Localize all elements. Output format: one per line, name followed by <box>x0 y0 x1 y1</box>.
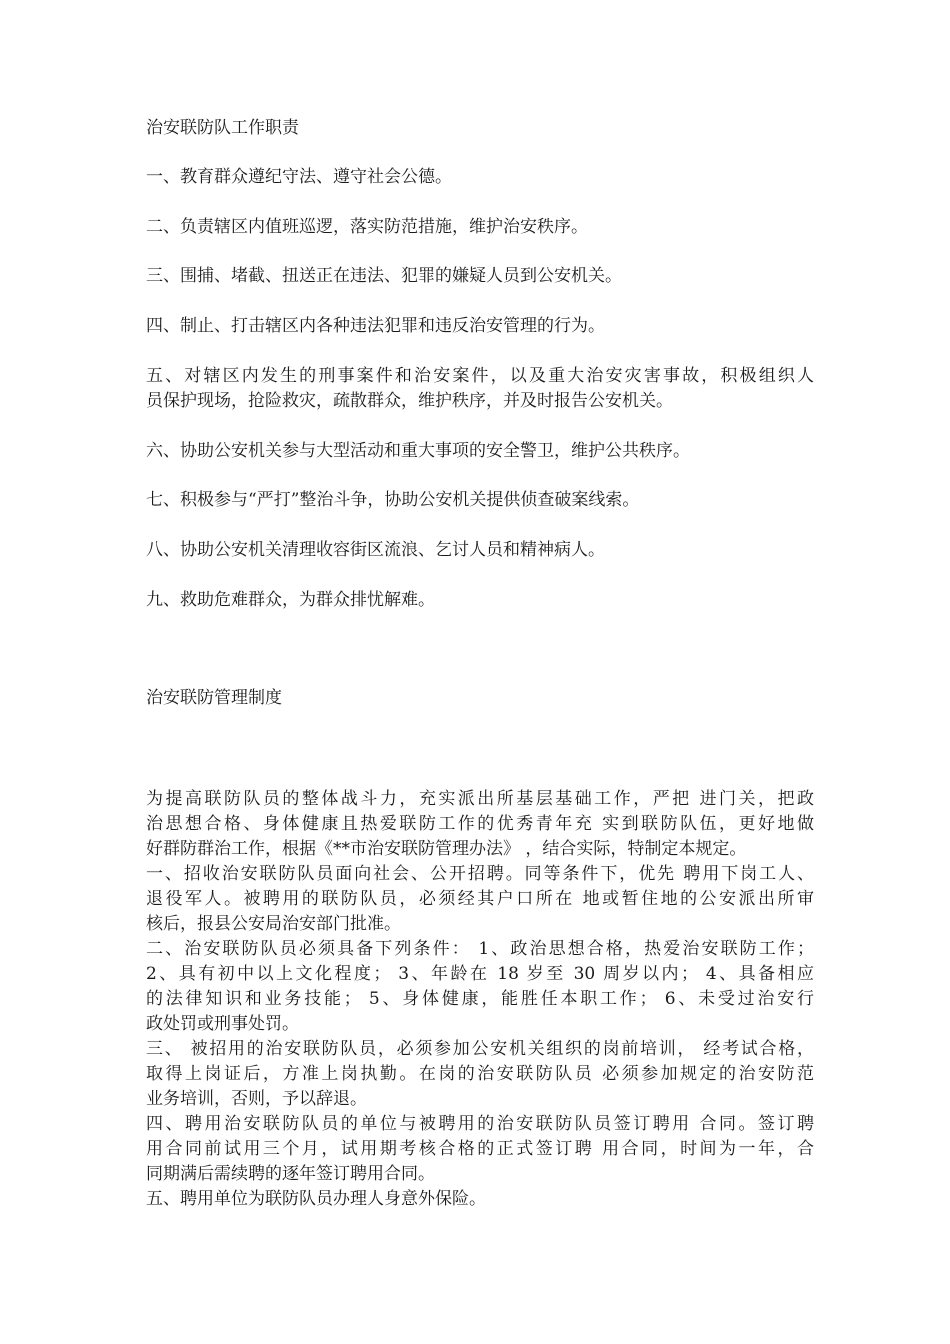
regulation-body <box>146 787 814 1212</box>
body-line: 一、招收治安联防队员面向社会、公开招聘。同等条件下，优先 聘用下岗工人、 <box>146 864 814 884</box>
body-line: 用合同前试用三个月，试用期考核合格的正式签订聘 用合同，时间为一年，合 <box>146 1139 814 1159</box>
body-line: 五、聘用单位为联防队员办理人身意外保险。 <box>146 1189 486 1209</box>
duty-item-4: 四、制止、打击辖区内各种违法犯罪和违反治安管理的行为。 <box>146 316 605 336</box>
duty-item-5-line-1: 五、对辖区内发生的刑事案件和治安案件，以及重大治安灾害事故，积极组织人 <box>146 366 814 386</box>
duty-item-3: 三、围捕、堵截、扭送正在违法、犯罪的嫌疑人员到公安机关。 <box>146 266 622 286</box>
body-line: 三、 被招用的治安联防队员，必须参加公安机关组织的岗前培训， 经考试合格， <box>146 1039 814 1059</box>
section2-title: 治安联防管理制度 <box>146 688 282 708</box>
body-line: 为提高联防队员的整体战斗力，充实派出所基层基础工作，严把 进门关，把政 <box>146 789 814 809</box>
duty-item-6: 六、协助公安机关参与大型活动和重大事项的安全警卫，维护公共秩序。 <box>146 441 690 461</box>
duty-item-5-line-2: 员保护现场，抢险救灾，疏散群众，维护秩序，并及时报告公安机关。 <box>146 391 673 411</box>
body-line: 核后，报县公安局治安部门批准。 <box>146 914 401 934</box>
duty-item-2: 二、负责辖区内值班巡逻，落实防范措施，维护治安秩序。 <box>146 217 588 237</box>
duty-item-7: 七、积极参与“严打”整治斗争，协助公安机关提供侦查破案线索。 <box>146 490 640 510</box>
duty-item-5 <box>146 364 814 414</box>
duty-item-1: 一、教育群众遵纪守法、遵守社会公德。 <box>146 167 452 187</box>
section1-title: 治安联防队工作职责 <box>146 118 299 138</box>
body-line: 治思想合格、身体健康且热爱联防工作的优秀青年充 实到联防队伍，更好地做 <box>146 814 814 834</box>
body-line: 好群防群治工作，根据《**市治安联防管理办法》 ，结合实际，特制定本规定。 <box>146 839 747 859</box>
body-line: 同期满后需续聘的逐年签订聘用合同。 <box>146 1164 435 1184</box>
body-line: 2、具有初中以上文化程度； 3、年龄在 18 岁至 30 周岁以内； 4、具备相应 <box>146 964 814 984</box>
body-line: 取得上岗证后，方准上岗执勤。在岗的治安联防队员 必须参加规定的治安防范 <box>146 1064 814 1084</box>
body-line: 的法律知识和业务技能； 5、身体健康，能胜任本职工作； 6、未受过治安行 <box>146 989 814 1009</box>
body-line: 四、聘用治安联防队员的单位与被聘用的治安联防队员签订聘用 合同。签订聘 <box>146 1114 814 1134</box>
duty-item-9: 九、救助危难群众，为群众排忧解难。 <box>146 590 435 610</box>
body-line: 二、治安联防队员必须具备下列条件： 1、政治思想合格，热爱治安联防工作； <box>146 939 814 959</box>
body-line: 退役军人。被聘用的联防队员，必须经其户口所在 地或暂住地的公安派出所审 <box>146 889 814 909</box>
body-line: 业务培训，否则，予以辞退。 <box>146 1089 367 1109</box>
duty-item-8: 八、协助公安机关清理收容街区流浪、乞讨人员和精神病人。 <box>146 540 605 560</box>
body-line: 政处罚或刑事处罚。 <box>146 1014 299 1034</box>
